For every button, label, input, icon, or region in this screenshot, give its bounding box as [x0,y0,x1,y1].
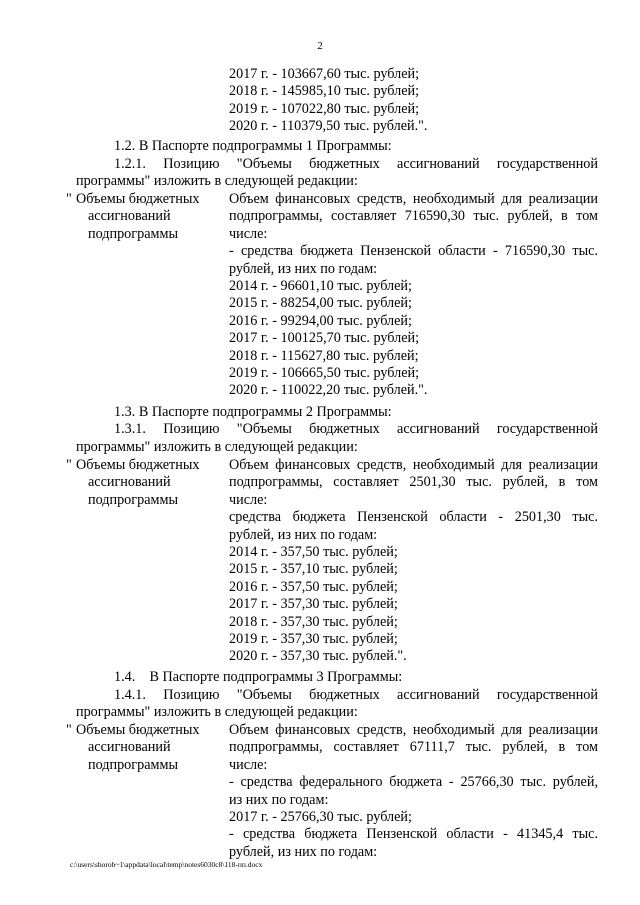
label-line: Объемы бюджетных [76,722,200,738]
item-text-line: 1.2.1. Позицию "Объемы бюджетных ассигнований государственной [114,156,598,172]
position-label [76,457,221,509]
open-quote: " [66,191,72,207]
footer-file-path: c:\users\shorob~1\appdata\local\temp\notes6030c8\118-пп.docx [70,860,263,869]
year-line: 2018 г. - 115627,80 тыс. рублей; [229,347,419,364]
year-line: 2015 г. - 88254,00 тыс. рублей; [229,295,412,312]
year-line: 2016 г. - 99294,00 тыс. рублей; [229,312,412,329]
item-text-line: 1.4.1. Позицию "Объемы бюджетных ассигнований государственной [114,687,598,703]
value-line: - средства бюджета Пензенской области - 41345,4 тыс. [229,826,598,843]
year-line: 2020 г. - 110379,50 тыс. рублей.". [229,118,428,135]
year-line: 2017 г. - 100125,70 тыс. рублей; [229,330,420,347]
year-line: 2017 г. - 25766,30 тыс. рублей; [229,808,412,825]
year-line: 2016 г. - 357,50 тыс. рублей; [229,578,398,595]
value-line: Объем финансовых средств, необходимый для реализации [229,457,598,473]
intro-years [229,66,427,136]
open-quote: " [66,722,72,738]
value-line: числе: [229,225,268,242]
year-line: 2020 г. - 357,30 тыс. рублей.". [229,648,407,665]
year-line: 2017 г. - 103667,60 тыс. рублей; [229,66,420,82]
section-heading: 1.4. В Паспорте подпрограммы 3 Программы: [114,669,403,685]
value-line: подпрограммы, составляет 2501,30 тыс. рублей, в том [229,474,598,491]
position-value [229,191,598,400]
year-line: 2017 г. - 357,30 тыс. рублей; [229,596,398,613]
open-quote: " [66,457,72,473]
item-text-line: 1.3.1. Позицию "Объемы бюджетных ассигнований государственной [114,421,598,437]
year-line: 2019 г. - 106665,50 тыс. рублей; [229,364,420,381]
value-line: числе: [229,491,268,508]
label-line: Объемы бюджетных [76,457,200,473]
value-line: подпрограммы, составляет 716590,30 тыс. рублей, в том [229,208,598,225]
label-line: Объемы бюджетных [76,191,200,207]
label-line: ассигнований [88,739,171,756]
year-line: 2019 г. - 107022,80 тыс. рублей; [229,100,420,117]
page-number: 2 [317,40,323,52]
value-line: из них по годам: [229,791,329,808]
section-heading: 1.2. В Паспорте подпрограммы 1 Программы: [114,138,392,154]
year-line: 2020 г. - 110022,20 тыс. рублей.". [229,382,428,399]
value-line: Объем финансовых средств, необходимый для реализации [229,722,598,738]
label-line: подпрограммы [88,756,178,773]
value-line: подпрограммы, составляет 67111,7 тыс. рублей, в том [229,739,598,756]
position-value [229,457,598,666]
year-line: 2018 г. - 357,30 тыс. рублей; [229,613,398,630]
value-line: - средства бюджета Пензенской области - 716590,30 тыс. [229,243,598,260]
item-text-line: программы" изложить в следующей редакции: [76,439,358,455]
position-label [76,191,221,243]
year-line: 2014 г. - 96601,10 тыс. рублей; [229,277,412,294]
value-line: Объем финансовых средств, необходимый для реализации [229,191,598,207]
position-value [229,722,598,861]
value-line: числе: [229,756,268,773]
item-text-line: программы" изложить в следующей редакции: [76,704,358,720]
value-line: рублей, из них по годам: [229,526,378,543]
item-text-line: программы" изложить в следующей редакции: [76,173,358,189]
year-line: 2014 г. - 357,50 тыс. рублей; [229,543,398,560]
position-label [76,722,221,774]
section-heading: 1.3. В Паспорте подпрограммы 2 Программы: [114,404,392,420]
year-line: 2018 г. - 145985,10 тыс. рублей; [229,83,420,100]
label-line: подпрограммы [88,491,178,508]
value-line: средства бюджета Пензенской области - 2501,30 тыс. [229,509,598,526]
value-line: - средства федерального бюджета - 25766,30 тыс. рублей, [229,774,598,791]
label-line: подпрограммы [88,225,178,242]
label-line: ассигнований [88,474,171,491]
label-line: ассигнований [88,208,171,225]
value-line: рублей, из них по годам: [229,843,378,860]
value-line: рублей, из них по годам: [229,260,378,277]
year-line: 2019 г. - 357,30 тыс. рублей; [229,630,398,647]
year-line: 2015 г. - 357,10 тыс. рублей; [229,561,398,578]
